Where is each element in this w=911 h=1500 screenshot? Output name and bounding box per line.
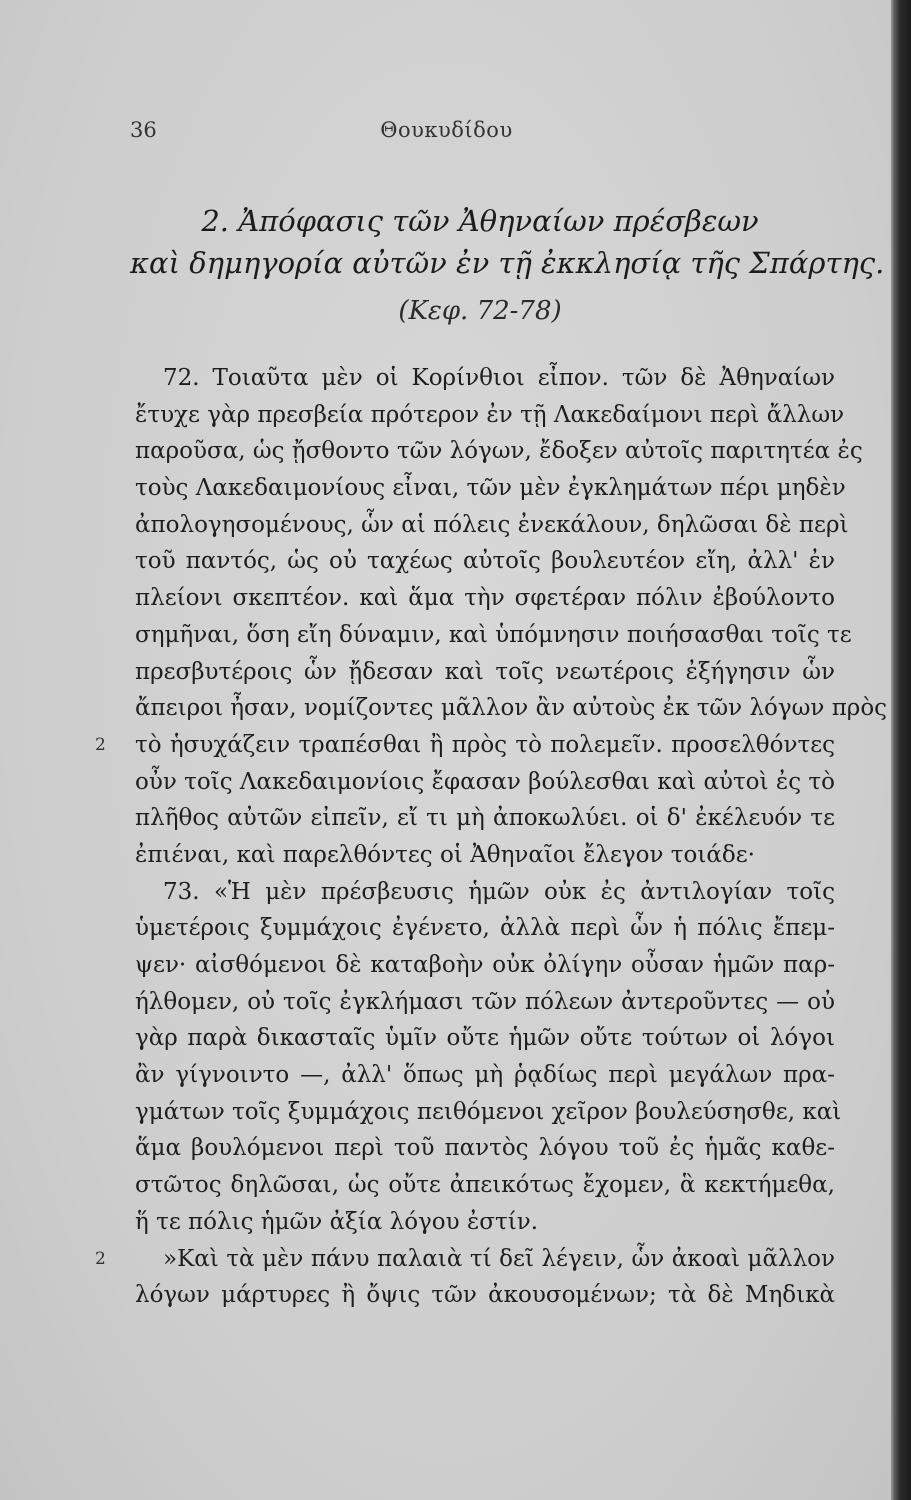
body-text	[95, 360, 888, 1314]
book-edge	[893, 0, 911, 1500]
text-line: 73. «Ἡ μὲν πρέσβευσις ἡμῶν οὐκ ἐς ἀντιλογίαν τοῖς	[163, 878, 835, 905]
margin-section-number: 2	[95, 734, 106, 755]
chapter-reference: (Κεφ. 72-78)	[398, 296, 562, 326]
text-line: τοὺς Λακεδαιμονίους εἶναι, τῶν μὲν ἐγκλημάτων πέρι μηδὲν	[135, 475, 846, 502]
section-title	[130, 200, 885, 284]
text-line: ήλθομεν, οὐ τοῖς ἐγκλήμασι τῶν πόλεων ἀντεροῦντες — οὐ	[135, 988, 835, 1015]
text-line: γμάτων τοῖς ξυμμάχοις πειθόμενοι χεῖρον βουλεύσησθε, καὶ	[135, 1098, 842, 1125]
text-line: πλῆθος αὐτῶν εἰπεῖν, εἴ τι μὴ ἀποκωλύει. οἱ δ' ἐκέλευόν τε	[135, 805, 835, 832]
text-line: οὖν τοῖς Λακεδαιμονίοις ἔφασαν βούλεσθαι καὶ αὐτοὶ ἐς τὸ	[135, 768, 835, 795]
text-line: ἥ τε πόλις ἡμῶν ἀξία λόγου ἐστίν.	[135, 1208, 539, 1235]
margin-section-number: 2	[95, 1248, 106, 1269]
text-line: ἅμα βουλόμενοι περὶ τοῦ παντὸς λόγου τοῦ ἐς ἡμᾶς καθε-	[135, 1135, 835, 1162]
page-number: 36	[130, 118, 157, 142]
text-line: ἄπειροι ἦσαν, νομίζοντες μᾶλλον ἂν αὐτοὺς ἐκ τῶν λόγων πρὸς	[135, 695, 888, 722]
text-line: πρεσβυτέροις ὧν ᾔδεσαν καὶ τοῖς νεωτέροις ἐξήγησιν ὧν	[135, 658, 835, 685]
text-line-content: τὸ ἡσυχάζειν τραπέσθαι ἢ πρὸς τὸ πολεμεῖν. προσελθόντες	[135, 731, 835, 758]
text-line: παροῦσα, ὡς ᾔσθοντο τῶν λόγων, ἔδοξεν αὐτοῖς παριτητέα ἐς	[135, 438, 863, 465]
text-line: τοῦ παντός, ὡς οὐ ταχέως αὐτοῖς βουλευτέον εἴη, ἀλλ' ἐν	[135, 548, 835, 575]
page-header	[0, 118, 893, 148]
running-head: Θουκυδίδου	[380, 118, 513, 142]
text-line: ἀπολογησομένους, ὧν αἱ πόλεις ἐνεκάλουν, δηλῶσαι δὲ περὶ	[135, 511, 849, 538]
text-line-content: »Καὶ τὰ μὲν πάνυ παλαιὰ τί δεῖ λέγειν, ὧν ἀκοαὶ μᾶλλον	[163, 1245, 835, 1272]
text-line: πλείονι σκεπτέον. καὶ ἅμα τὴν σφετέραν πόλιν ἐβούλοντο	[135, 585, 835, 612]
text-line: ἔτυχε γὰρ πρεσβεία πρότερον ἐν τῇ Λακεδαίμονι περὶ ἄλλων	[135, 401, 845, 428]
text-line: ὑμετέροις ξυμμάχοις ἐγένετο, ἀλλὰ περὶ ὧν ἡ πόλις ἔπεμ-	[135, 915, 835, 942]
text-line-with-margin-number	[95, 1241, 835, 1278]
section-title-line-2: καὶ δημηγορία αὐτῶν ἐν τῇ ἐκκλησίᾳ τῆς Σπάρτης.	[130, 246, 885, 280]
text-line-with-margin-number	[95, 727, 835, 764]
text-line: στῶτος δηλῶσαι, ὡς οὔτε ἀπεικότως ἔχομεν, ἃ κεκτήμεθα,	[135, 1172, 835, 1199]
text-line: ψεν· αἰσθόμενοι δὲ καταβοὴν οὐκ ὀλίγην οὖσαν ἡμῶν παρ-	[135, 952, 835, 978]
text-line: λόγων μάρτυρες ἢ ὄψις τῶν ἀκουσομένων; τὰ δὲ Μηδικὰ	[135, 1282, 835, 1309]
text-line: ἐπιέναι, καὶ παρελθόντες οἱ Ἀθηναῖοι ἔλεγον τοιάδε·	[135, 841, 755, 868]
section-title-line-1: 2. Ἀπόφασις τῶν Ἀθηναίων πρέσβεων	[201, 204, 759, 238]
text-line: σημῆναι, ὅση εἴη δύναμιν, καὶ ὑπόμνησιν ποιήσασθαι τοῖς τε	[135, 621, 852, 648]
text-line: ἂν γίγνοιντο —, ἀλλ' ὅπως μὴ ῥᾳδίως περὶ μεγάλων πρα-	[135, 1062, 835, 1089]
text-line: 72. Τοιαῦτα μὲν οἱ Κορίνθιοι εἶπον. τῶν δὲ Ἀθηναίων	[163, 365, 835, 391]
text-line: γὰρ παρὰ δικασταῖς ὑμῖν οὔτε ἡμῶν οὔτε τούτων οἱ λόγοι	[135, 1025, 835, 1052]
